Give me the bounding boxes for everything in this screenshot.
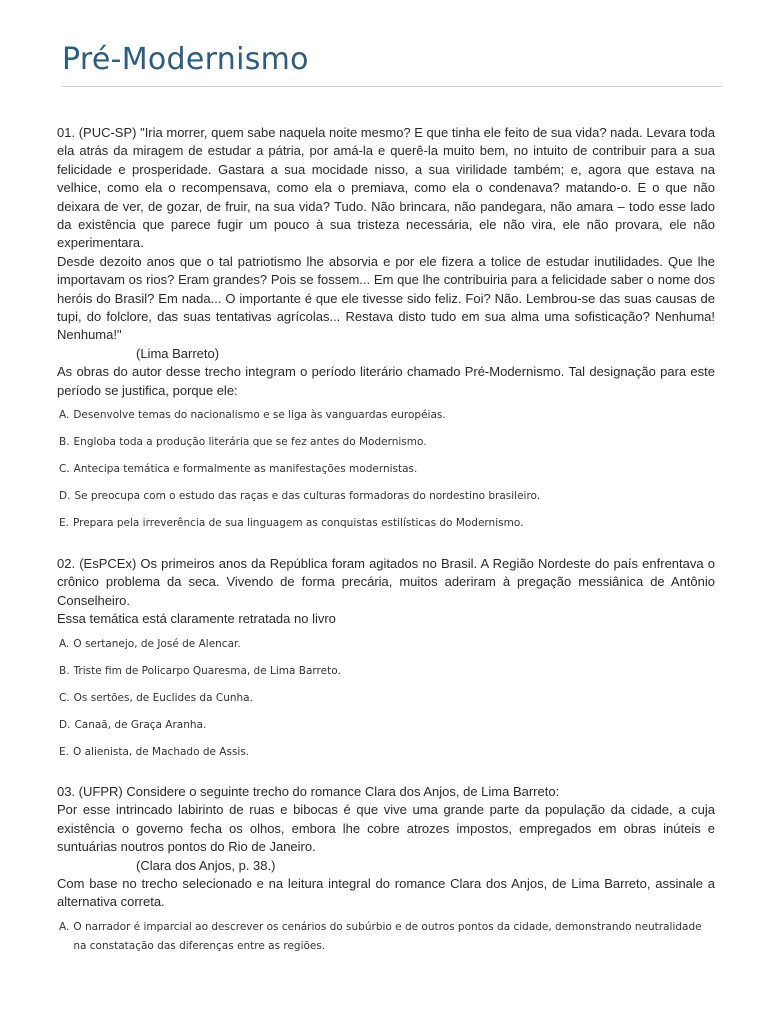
- option-text: Prepara pela irreverência de sua linguagem as conquistas estilísticas do Modernismo.: [72, 517, 524, 530]
- option-letter: B.: [59, 664, 70, 677]
- option-letter: C.: [59, 691, 70, 704]
- option-text: Antecipa temática e formalmente as manifestações modernistas.: [73, 463, 418, 476]
- question-prompt: Essa temática está claramente retratada no livro: [57, 611, 336, 627]
- option-letter: D.: [59, 718, 71, 731]
- option-letter: D.: [59, 490, 71, 503]
- question-stem: [57, 124, 715, 400]
- question-02: [57, 555, 715, 762]
- option-text: Canaã, de Graça Aranha.: [74, 718, 207, 731]
- option-letter: C.: [59, 463, 70, 476]
- option-letter: A.: [59, 637, 70, 650]
- question-stem: [57, 555, 715, 629]
- title-divider: [62, 86, 722, 87]
- answer-option[interactable]: [57, 743, 715, 762]
- quote-citation: (Clara dos Anjos, p. 38.): [136, 857, 276, 873]
- question-prompt: Com base no trecho selecionado e na leitura integral do romance Clara dos Anjos, de Lima Barreto, assinale a alternativa correta.: [57, 876, 715, 910]
- option-text: Desenvolve temas do nacionalismo e se liga às vanguardas européias.: [73, 409, 446, 422]
- option-letter: E.: [59, 745, 69, 758]
- option-letter: A.: [59, 409, 70, 422]
- option-letter: A.: [59, 920, 70, 933]
- answer-option[interactable]: [57, 635, 715, 654]
- question-paragraph: 01. (PUC-SP) "Iria morrer, quem sabe naquela noite mesmo? E que tinha ele feito de sua vida? nada. Levara toda ela atrás da miragem de estudar a pátria, por amá-la e querê-la muito bem, no intuito de contribuir para a sua felicidade e prosperidade. Gastara a sua mocidade nisso, a sua virilidade também; e, agora que estava na velhice, como ela o recompensava, como ela o premiava, como ela o condenava? matando-o. E o que não deixara de ver, de gozar, de fruir, na sua vida? Tudo. Não brincara, não pandegara, não amara – todo esse lado da existência que parece fugir um pouco à sua tristeza necessária, ele não vira, ele não provara, ele não experimentara.: [57, 125, 715, 251]
- option-text: Os sertões, de Euclides da Cunha.: [73, 691, 253, 704]
- answer-option[interactable]: [57, 514, 715, 533]
- answer-options: [57, 918, 715, 956]
- answer-option[interactable]: [57, 918, 715, 956]
- page-title: Pré-Modernismo: [62, 42, 309, 77]
- answer-options: [57, 406, 715, 533]
- answer-option[interactable]: [57, 662, 715, 681]
- question-prompt: As obras do autor desse trecho integram o período literário chamado Pré-Modernismo. Tal designação para este período se justifica, porque ele:: [57, 364, 715, 398]
- answer-option[interactable]: [57, 487, 715, 506]
- answer-option[interactable]: [57, 433, 715, 452]
- question-paragraph: Por esse intrincado labirinto de ruas e bibocas é que vive uma grande parte da população da cidade, a cuja existência o governo fecha os olhos, embora lhe cobre atrozes impostos, empregados em obras inúteis e suntuárias noutros pontos do Rio de Janeiro.: [57, 802, 715, 855]
- option-text: O alienista, de Machado de Assis.: [72, 745, 250, 758]
- question-stem: [57, 783, 715, 912]
- answer-option[interactable]: [57, 406, 715, 425]
- option-letter: B.: [59, 436, 70, 449]
- quote-citation: (Lima Barreto): [136, 345, 220, 361]
- question-paragraph: 02. (EsPCEx) Os primeiros anos da República foram agitados no Brasil. A Região Nordeste do país enfrentava o crônico problema da seca. Vivendo de forma precária, muitos aderiram à pregação messiânica de Antônio Conselheiro.: [57, 556, 715, 608]
- option-text: Triste fim de Policarpo Quaresma, de Lima Barreto.: [73, 664, 341, 677]
- option-text: O sertanejo, de José de Alencar.: [73, 637, 241, 650]
- question-paragraph: 03. (UFPR) Considere o seguinte trecho do romance Clara dos Anjos, de Lima Barreto:: [57, 784, 560, 799]
- answer-option[interactable]: [57, 716, 715, 735]
- answer-option[interactable]: [57, 689, 715, 708]
- answer-options: [57, 635, 715, 762]
- option-text: Se preocupa com o estudo das raças e das culturas formadoras do nordestino brasileiro.: [74, 490, 541, 503]
- question-paragraph: Desde dezoito anos que o tal patriotismo lhe absorvia e por ele fizera a tolice de estudar inutilidades. Que lhe importavam os rios? Eram grandes? Pois se fossem... Em que lhe contribuiria para a felicidade saber o nome dos heróis do Brasil? Em nada... O importante é que ele tivesse sido feliz. Foi? Não. Lembrou-se das suas causas de tupi, do folclore, das suas tentativas agrícolas... Restava disto tudo em sua alma uma sofisticação? Nenhuma! Nenhuma!": [57, 253, 715, 343]
- option-letter: E.: [59, 517, 69, 530]
- option-text: Engloba toda a produção literária que se fez antes do Modernismo.: [73, 436, 427, 449]
- option-text: O narrador é imparcial ao descrever os cenários do subúrbio e de outros pontos da cidade, demonstrando neutralidade na constatação das diferenças entre as regiões.: [73, 920, 702, 952]
- answer-option[interactable]: [57, 460, 715, 479]
- question-01: [57, 124, 715, 533]
- question-03: [57, 783, 715, 956]
